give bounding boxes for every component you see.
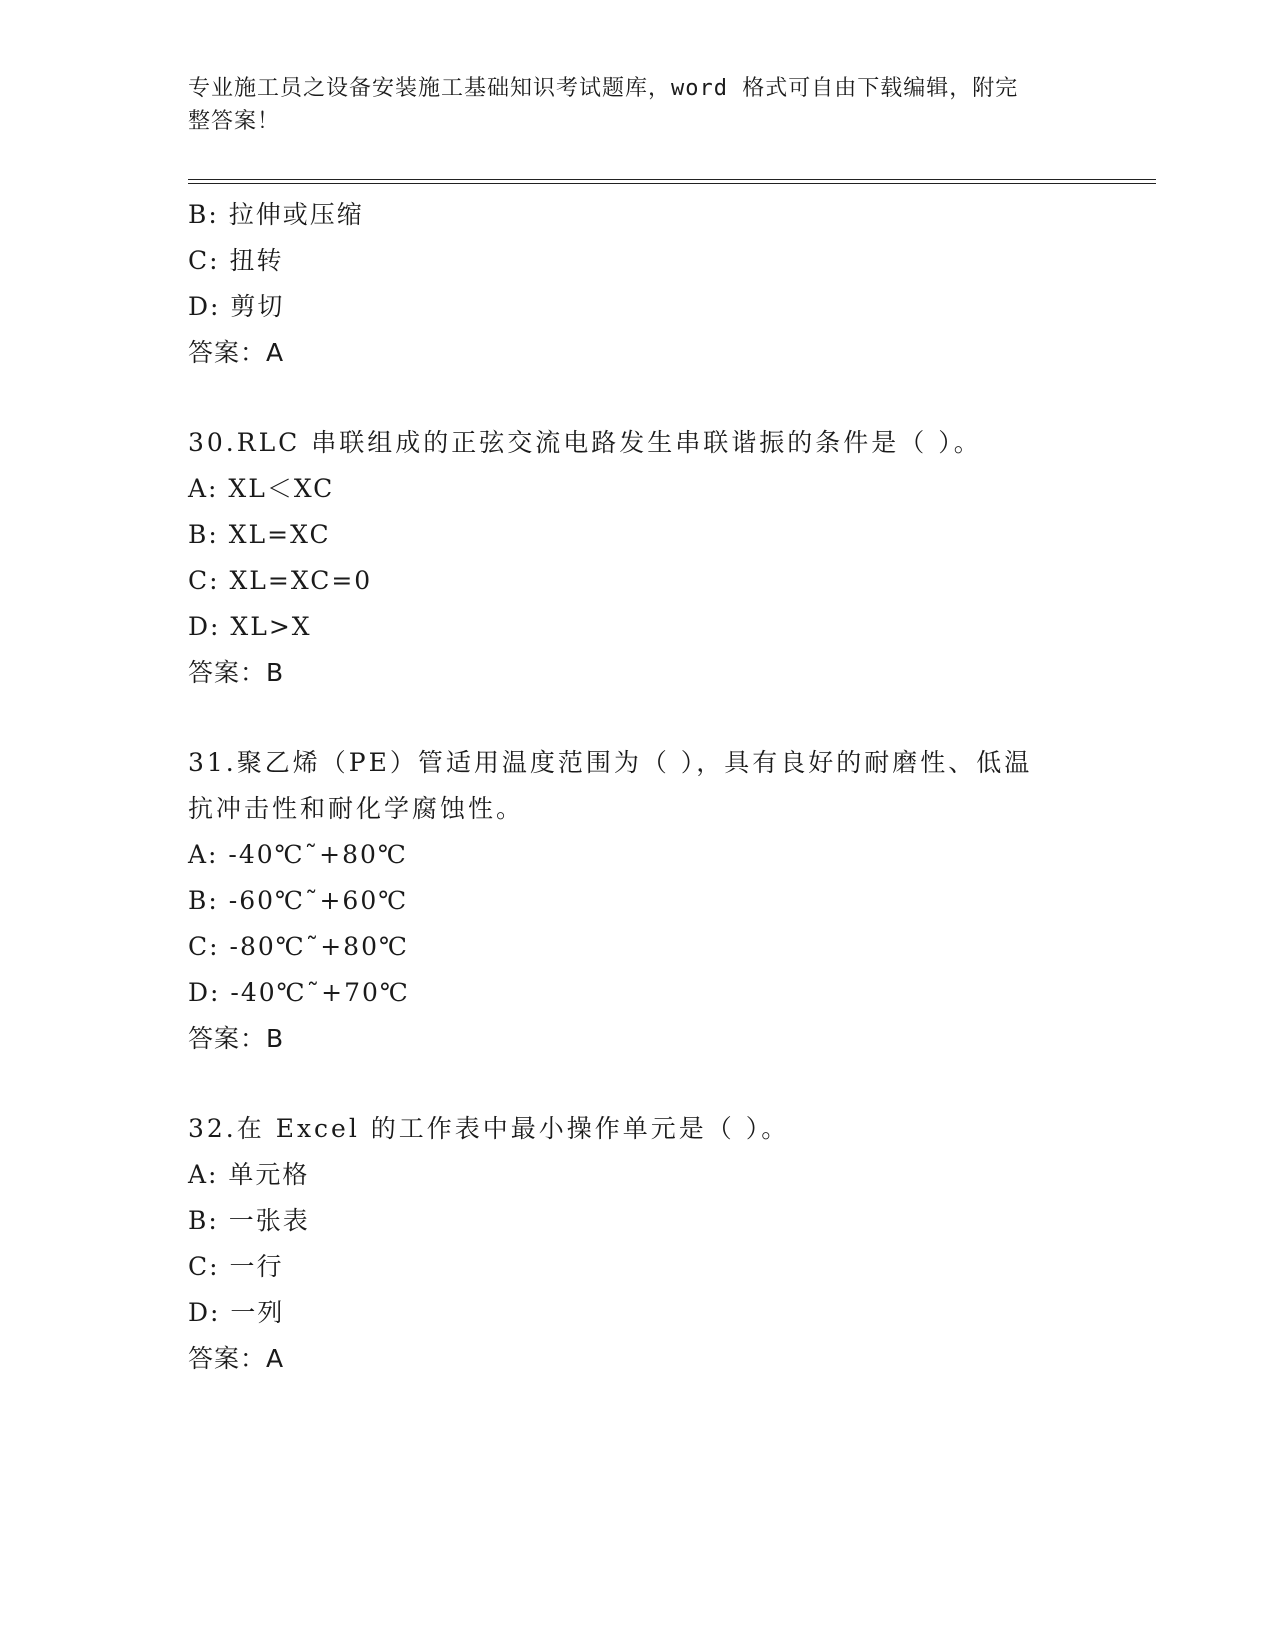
question-stem — [188, 1106, 1088, 1152]
header-line-1: 专业施工员之设备安装施工基础知识考试题库，word 格式可自由下载编辑，附完 — [188, 76, 1019, 101]
option-c: C: 一行 — [188, 1252, 284, 1281]
answer-line: 答案：B — [188, 658, 285, 687]
option-c: C: -80℃˜+80℃ — [188, 932, 409, 961]
question-stem — [188, 420, 1088, 466]
question-29-continued — [188, 192, 1088, 376]
option-d: D: XL>X — [188, 612, 312, 641]
option-b: B: -60℃˜+60℃ — [188, 886, 409, 915]
option-d: D: -40℃˜+70℃ — [188, 978, 410, 1007]
question-stem-line: 30.RLC 串联组成的正弦交流电路发生串联谐振的条件是（ ）。 — [188, 428, 982, 457]
question-stem-line: 抗冲击性和耐化学腐蚀性。 — [188, 794, 525, 823]
header-line-2: 整答案！ — [188, 109, 281, 134]
question-stem-line: 32.在 Excel 的工作表中最小操作单元是（ ）。 — [188, 1114, 790, 1143]
question-31 — [188, 740, 1088, 1062]
option-d: D: 剪切 — [188, 292, 285, 321]
spacer — [188, 376, 1088, 420]
option-a: A: XL＜XC — [188, 474, 335, 503]
answer-line: 答案：A — [188, 1344, 285, 1373]
question-32 — [188, 1106, 1088, 1382]
document-header — [188, 72, 1068, 138]
document-body — [188, 192, 1088, 1382]
question-stem — [188, 740, 1088, 832]
option-b: B: 拉伸或压缩 — [188, 200, 364, 229]
option-a: A: -40℃˜+80℃ — [188, 840, 408, 869]
option-c: C: XL=XC=0 — [188, 566, 373, 595]
answer-line: 答案：A — [188, 338, 285, 367]
header-divider-top — [188, 179, 1156, 180]
answer-line: 答案：B — [188, 1024, 285, 1053]
option-d: D: 一列 — [188, 1298, 285, 1327]
option-c: C: 扭转 — [188, 246, 284, 275]
option-b: B: XL=XC — [188, 520, 331, 549]
option-b: B: 一张表 — [188, 1206, 310, 1235]
option-a: A: 单元格 — [188, 1160, 310, 1189]
question-stem-line: 31.聚乙烯（PE）管适用温度范围为（ ），具有良好的耐磨性、低温 — [188, 748, 1033, 777]
question-30 — [188, 420, 1088, 696]
spacer — [188, 696, 1088, 740]
spacer — [188, 1062, 1088, 1106]
header-divider-bottom — [188, 183, 1156, 184]
